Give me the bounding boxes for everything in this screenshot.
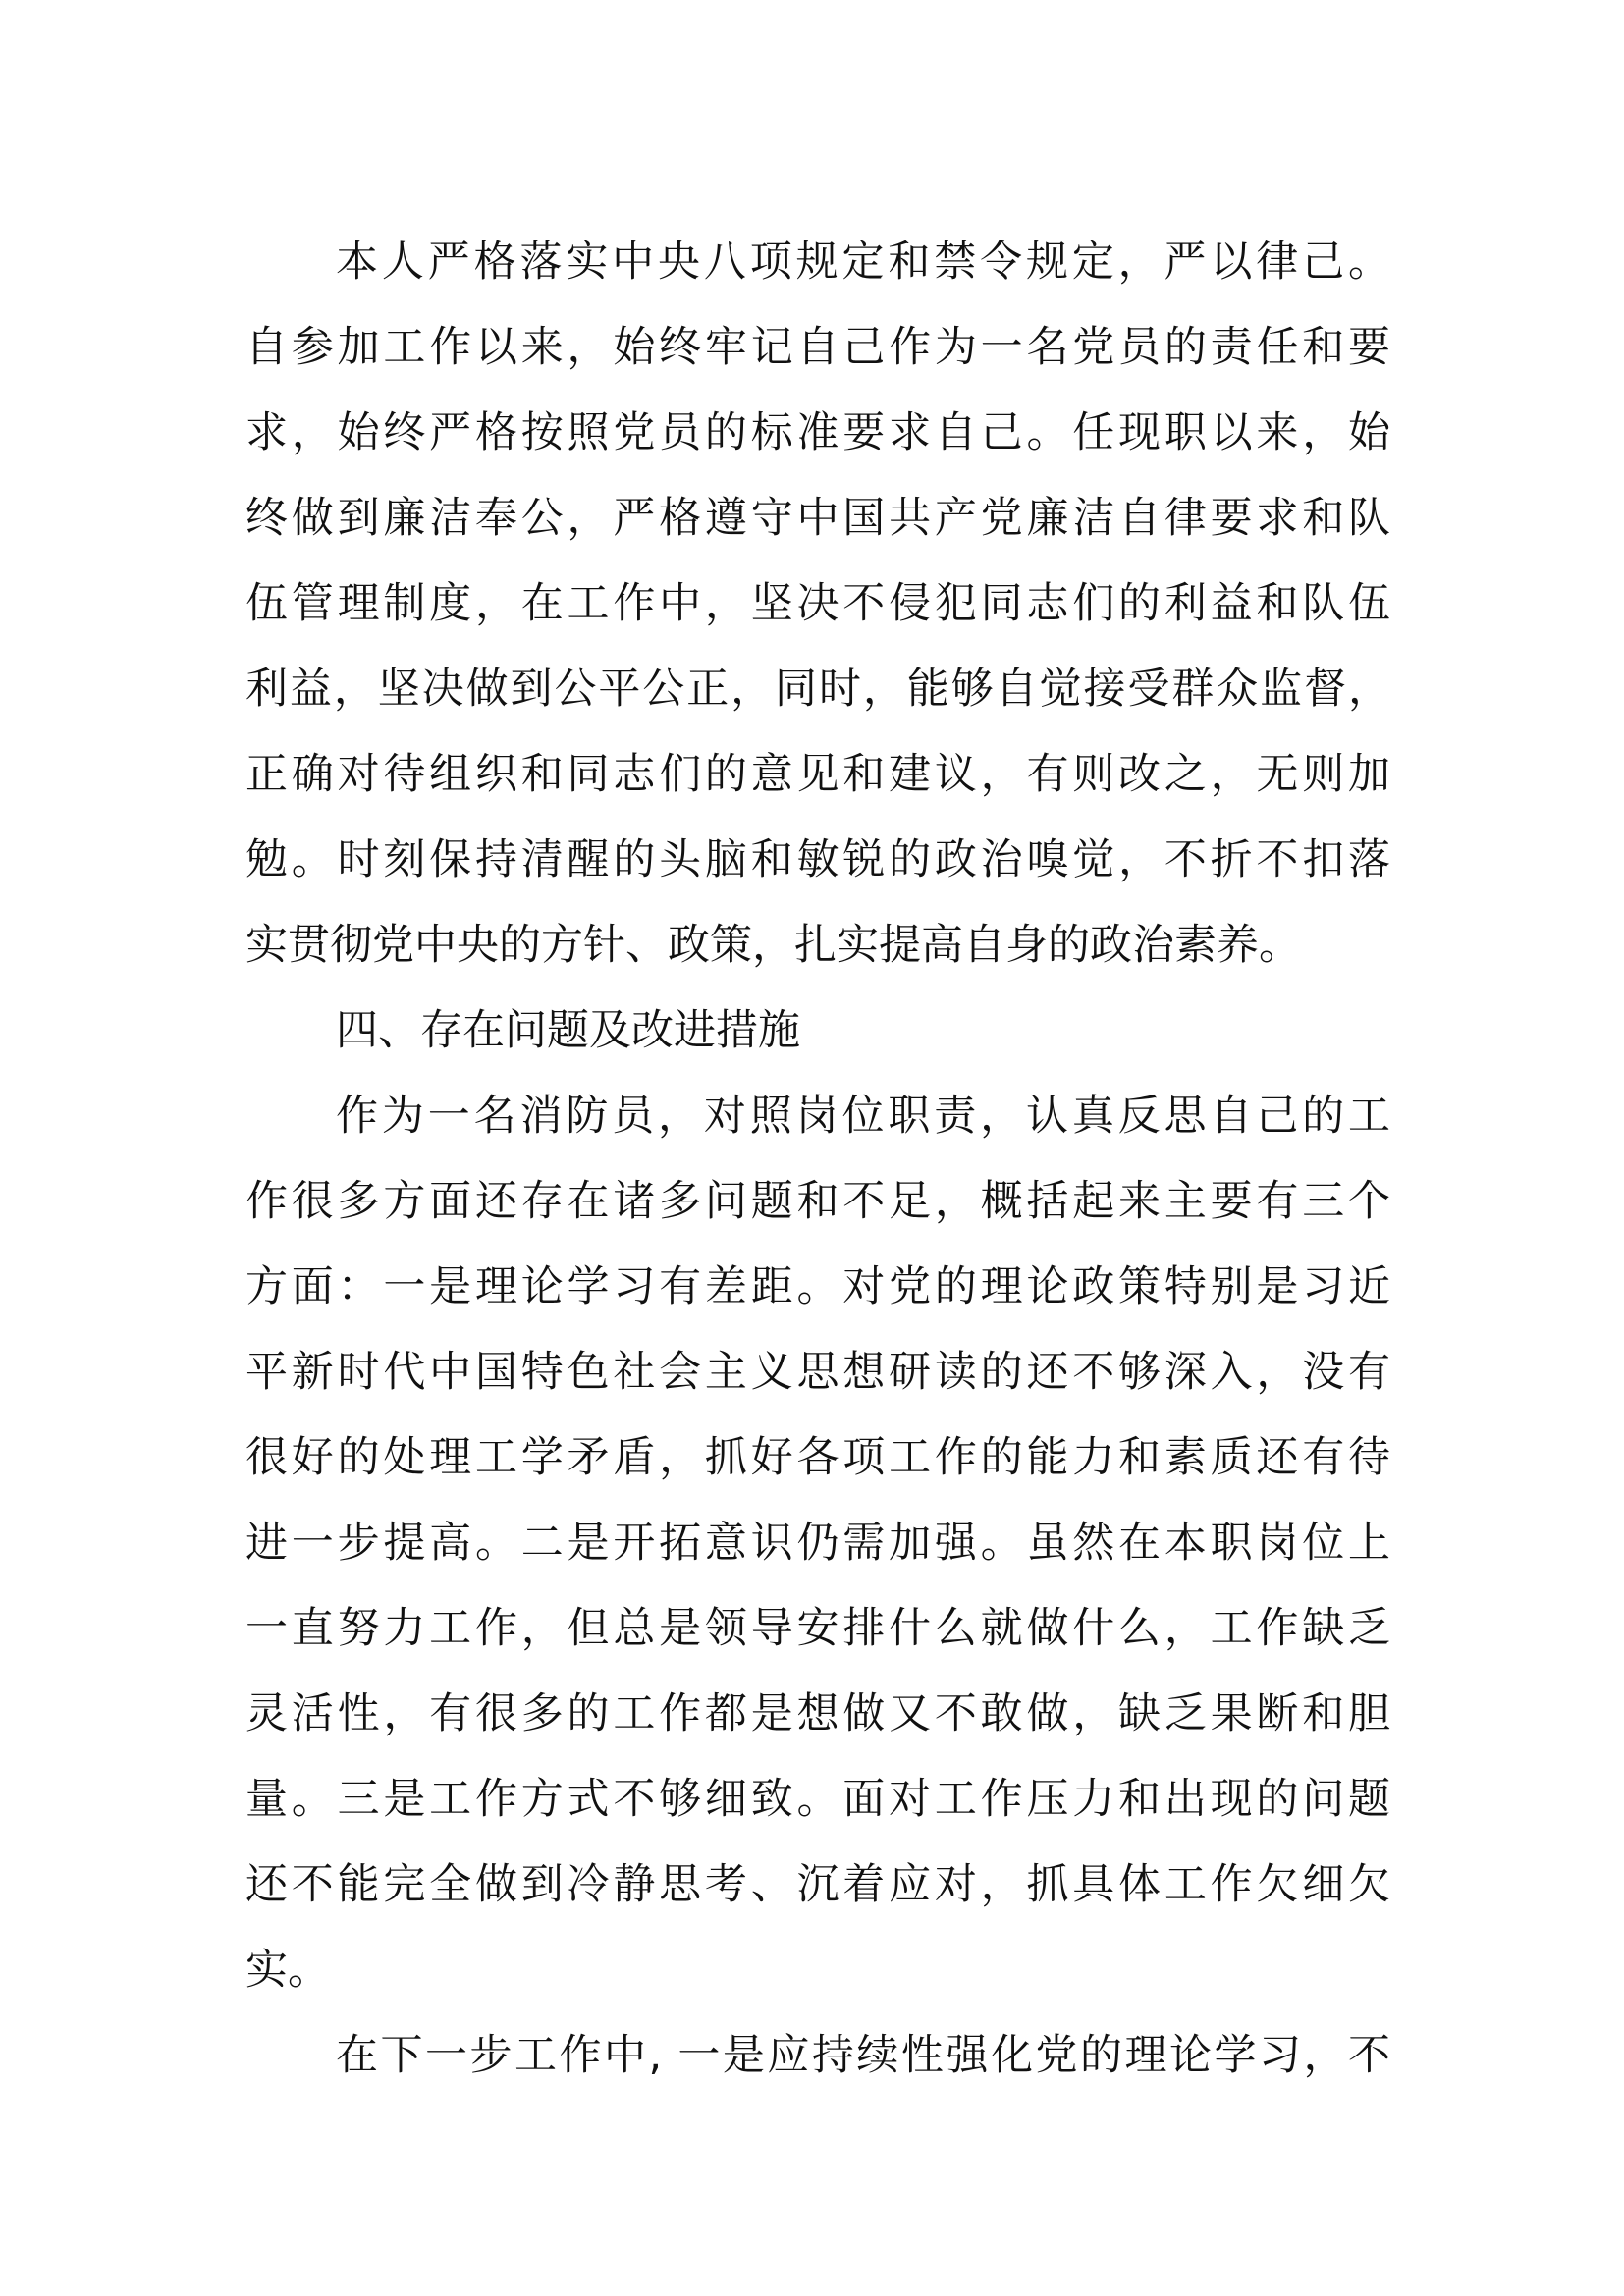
paragraph-line: 一直努力工作，但总是领导安排什么就做什么，工作缺乏	[245, 1604, 1390, 1653]
paragraph-line: 很好的处理工学矛盾，抓好各项工作的能力和素质还有待	[245, 1433, 1390, 1482]
paragraph-line: 灵活性，有很多的工作都是想做又不敢做，缺乏果断和胆	[245, 1689, 1390, 1738]
paragraph-line: 作很多方面还存在诸多问题和不足，概括起来主要有三个	[245, 1177, 1390, 1226]
paragraph-line: 在下一步工作中, 一是应持续性强化党的理论学习，不	[336, 2031, 1390, 2080]
paragraph-line: 实。	[245, 1946, 330, 1995]
paragraph-line: 本人严格落实中央八项规定和禁令规定，严以律己。	[336, 238, 1390, 287]
paragraph-line: 勉。时刻保持清醒的头脑和敏锐的政治嗅觉，不折不扣落	[245, 835, 1390, 884]
paragraph-line: 正确对待组织和同志们的意见和建议，有则改之，无则加	[245, 750, 1390, 799]
paragraph-line: 还不能完全做到冷静思考、沉着应对，抓具体工作欠细欠	[245, 1860, 1390, 1909]
paragraph-line: 伍管理制度，在工作中，坚决不侵犯同志们的利益和队伍	[245, 579, 1390, 628]
paragraph-line: 作为一名消防员，对照岗位职责，认真反思自己的工	[336, 1092, 1390, 1141]
paragraph-line: 实贯彻党中央的方针、政策，扎实提高自身的政治素养。	[245, 921, 1301, 970]
paragraph-line: 方面：一是理论学习有差距。对党的理论政策特别是习近	[245, 1262, 1390, 1311]
paragraph-line: 自参加工作以来，始终牢记自己作为一名党员的责任和要	[245, 323, 1390, 372]
paragraph-line: 平新时代中国特色社会主义思想研读的还不够深入，没有	[245, 1348, 1390, 1397]
section-heading: 四、存在问题及改进措施	[336, 1006, 800, 1055]
paragraph-line: 进一步提高。二是开拓意识仍需加强。虽然在本职岗位上	[245, 1519, 1390, 1568]
paragraph-line: 终做到廉洁奉公，严格遵守中国共产党廉洁自律要求和队	[245, 494, 1390, 543]
paragraph-line: 量。三是工作方式不够细致。面对工作压力和出现的问题	[245, 1775, 1390, 1824]
paragraph-line: 利益，坚决做到公平公正，同时，能够自觉接受群众监督，	[245, 665, 1390, 714]
paragraph-line: 求，始终严格按照党员的标准要求自己。任现职以来，始	[245, 408, 1390, 457]
